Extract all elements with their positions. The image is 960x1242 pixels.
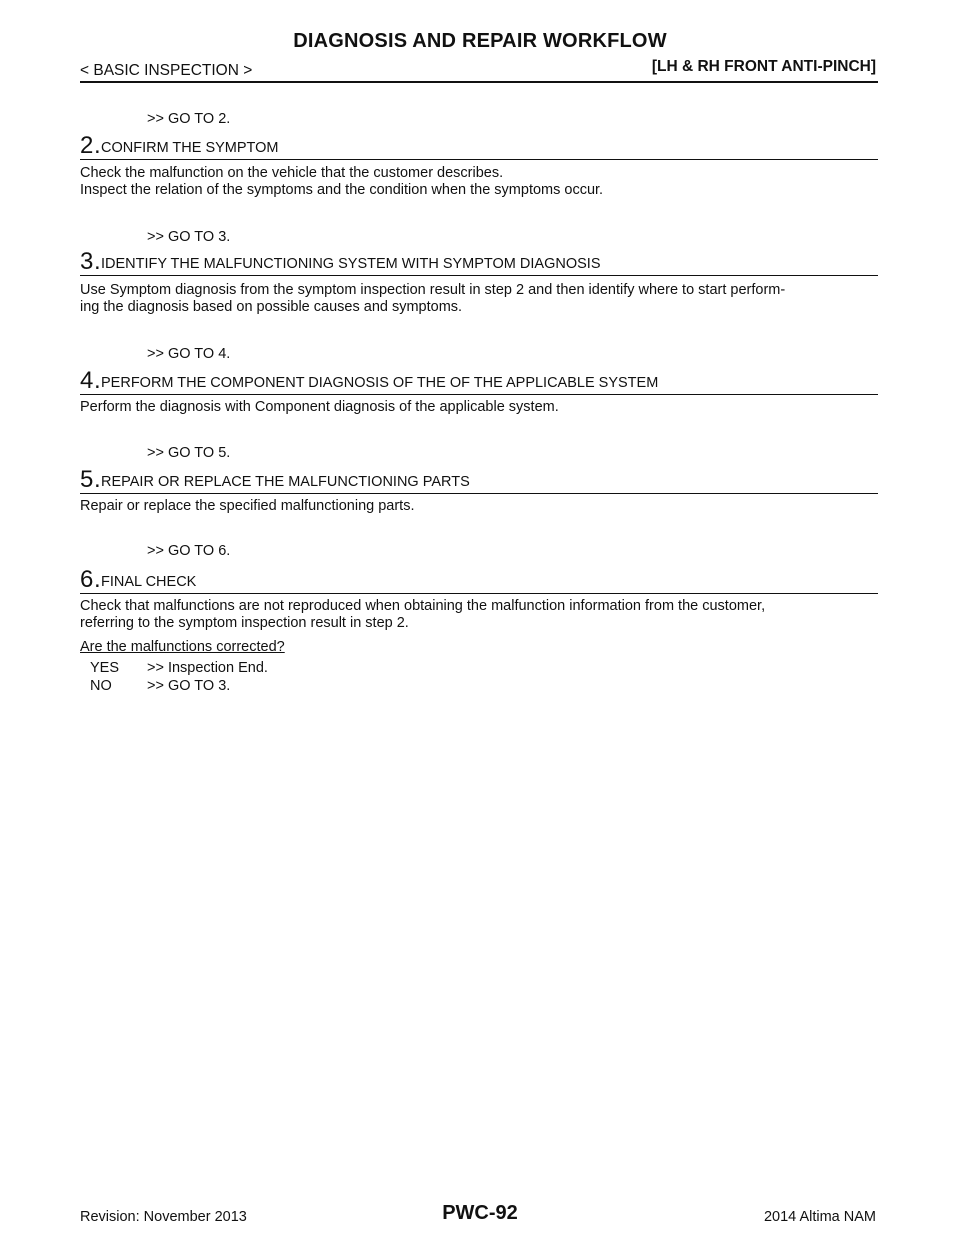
step-number: 2 bbox=[80, 132, 94, 159]
step-number: 4 bbox=[80, 367, 94, 394]
header-rule bbox=[80, 81, 878, 83]
header-title: DIAGNOSIS AND REPAIR WORKFLOW bbox=[293, 30, 667, 52]
step-body: Perform the diagnosis with Component diagnosis of the applicable system. bbox=[80, 399, 559, 415]
answer-value: >> Inspection End. bbox=[147, 660, 268, 676]
step-body: ing the diagnosis based on possible causes and symptoms. bbox=[80, 299, 463, 315]
answer-key: YES bbox=[90, 660, 120, 676]
step-title: CONFIRM THE SYMPTOM bbox=[101, 140, 279, 156]
answer-key: NO bbox=[90, 678, 112, 694]
footer-revision: Revision: November 2013 bbox=[80, 1209, 247, 1225]
goto-line: >> GO TO 2. bbox=[147, 111, 231, 127]
step-title: PERFORM THE COMPONENT DIAGNOSIS OF THE OF THE APPLICABLE SYSTEM bbox=[101, 375, 659, 391]
step-body: Check the malfunction on the vehicle that the customer describes. bbox=[80, 165, 504, 181]
step-body: Check that malfunctions are not reproduced when obtaining the malfunction information from the customer, bbox=[80, 598, 766, 614]
header-section: < BASIC INSPECTION > bbox=[80, 62, 253, 79]
step-heading: 2 . CONFIRM THE SYMPTOM bbox=[80, 131, 878, 160]
footer-model: 2014 Altima NAM bbox=[763, 1209, 876, 1225]
step-number: 5 bbox=[80, 466, 94, 493]
header-system: [LH & RH FRONT ANTI-PINCH] bbox=[651, 58, 876, 75]
step-body: Inspect the relation of the symptoms and the condition when the symptoms occur. bbox=[80, 182, 604, 198]
step-title: REPAIR OR REPLACE THE MALFUNCTIONING PARTS bbox=[101, 474, 470, 490]
step-body: referring to the symptom inspection result in step 2. bbox=[80, 615, 409, 631]
footer-page-number: PWC-92 bbox=[442, 1202, 518, 1224]
answer-value: >> GO TO 3. bbox=[147, 678, 231, 694]
goto-line: >> GO TO 6. bbox=[147, 543, 231, 559]
goto-line: >> GO TO 5. bbox=[147, 445, 231, 461]
step-title: IDENTIFY THE MALFUNCTIONING SYSTEM WITH SYMPTOM DIAGNOSIS bbox=[101, 256, 601, 272]
goto-line: >> GO TO 4. bbox=[147, 346, 231, 362]
goto-line: >> GO TO 3. bbox=[147, 229, 231, 245]
step-heading: 6 . FINAL CHECK bbox=[80, 565, 878, 594]
step-number: 3 bbox=[80, 248, 94, 275]
step-heading: 4 . PERFORM THE COMPONENT DIAGNOSIS OF THE OF THE APPLICABLE SYSTEM bbox=[80, 366, 878, 395]
step-body: Repair or replace the specified malfunctioning parts. bbox=[80, 498, 415, 514]
step-number: 6 bbox=[80, 566, 94, 593]
step-heading: 3 . IDENTIFY THE MALFUNCTIONING SYSTEM WITH SYMPTOM DIAGNOSIS bbox=[80, 247, 878, 276]
step-body: Use Symptom diagnosis from the symptom inspection result in step 2 and then identify where to start perform- bbox=[80, 282, 786, 298]
step-title: FINAL CHECK bbox=[101, 574, 197, 590]
step-heading: 5 . REPAIR OR REPLACE THE MALFUNCTIONING PARTS bbox=[80, 465, 878, 494]
question-text: Are the malfunctions corrected? bbox=[80, 639, 285, 655]
